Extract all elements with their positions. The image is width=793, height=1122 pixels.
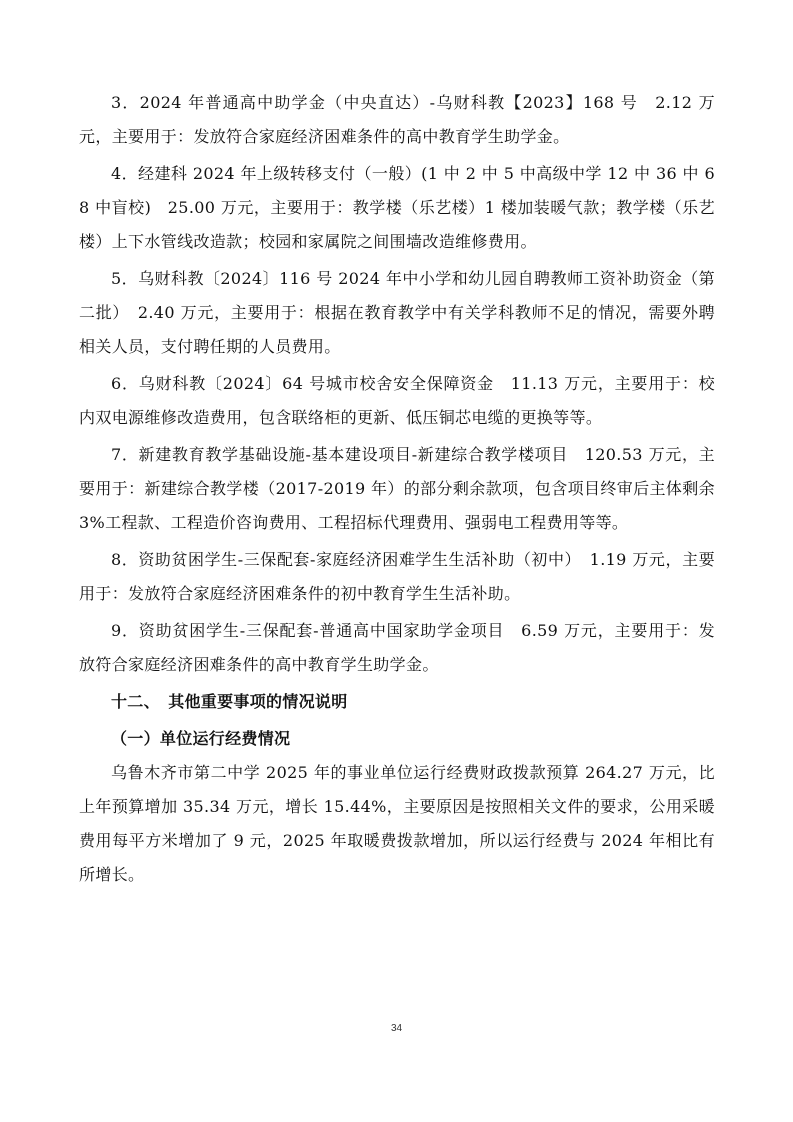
operating-expense-paragraph: 乌鲁木齐市第二中学 2025 年的事业单位运行经费财政拨款预算 264.27 万元，比上年预算增加 35.34 万元，增长 15.44%，主要原因是按照相关文件的要求，公用采暖费用每平方米增加了 9 元，2025 年取暖费拨款增加，所以运行经费与 2024 年相比有所增长。 (79, 763, 715, 884)
document-body (79, 86, 715, 892)
paragraph-item-4: 4．经建科 2024 年上级转移支付（一般）(1 中 2 中 5 中高级中学 12 中 36 中 68 中盲校) 25.00 万元，主要用于：教学楼（乐艺楼）1 楼加装暖气款；教学楼（乐艺楼）上下水管线改造款；校园和家属院之间围墙改造维修费用。 (79, 164, 715, 251)
paragraph-item-8: 8．资助贫困学生-三保配套-家庭经济困难学生生活补助（初中） 1.19 万元，主要用于：发放符合家庭经济困难条件的初中教育学生生活补助。 (79, 550, 715, 603)
paragraph-item-9: 9．资助贫困学生-三保配套-普通高中国家助学金项目 6.59 万元，主要用于：发放符合家庭经济困难条件的高中教育学生助学金。 (79, 621, 715, 674)
paragraph-item-7: 7．新建教育教学基础设施-基本建设项目-新建综合教学楼项目 120.53 万元，主要用于：新建综合教学楼（2017-2019 年）的部分剩余款项，包含项目终审后主体剩余 3%工程款、工程造价咨询费用、工程招标代理费用、强弱电工程费用等等。 (79, 445, 715, 532)
paragraph-item-5: 5．乌财科教〔2024〕116 号 2024 年中小学和幼儿园自聘教师工资补助资金（第二批） 2.40 万元，主要用于：根据在教育教学中有关学科教师不足的情况，需要外聘相关人员，支付聘任期的人员费用。 (79, 269, 715, 356)
page-number: 34 (390, 1023, 403, 1034)
subsection-heading: （一）单位运行经费情况 (111, 729, 291, 748)
paragraph-item-3: 3．2024 年普通高中助学金（中央直达）-乌财科教【2023】168 号 2.12 万元，主要用于：发放符合家庭经济困难条件的高中教育学生助学金。 (79, 93, 715, 146)
section-heading: 十二、 其他重要事项的情况说明 (111, 692, 348, 711)
paragraph-item-6: 6．乌财科教〔2024〕64 号城市校舍安全保障资金 11.13 万元，主要用于：校内双电源维修改造费用，包含联络柜的更新、低压铜芯电缆的更换等等。 (79, 374, 715, 427)
